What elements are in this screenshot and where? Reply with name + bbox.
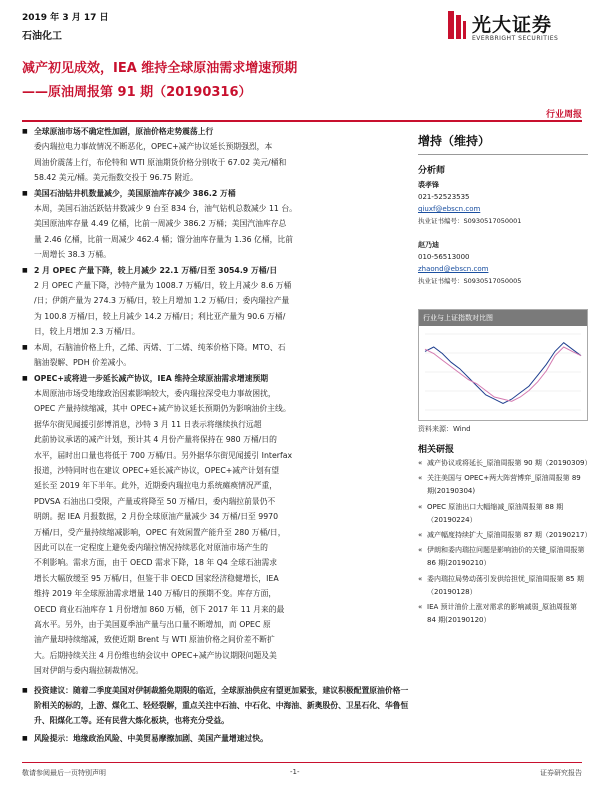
section-line: 延长至 2019 年下半年。此外，近期委内瑞拉电力系统瘫痪情况严重，: [34, 481, 278, 491]
section-line: 报道，沙特同时也在建议 OPEC+延长减产协议，OPEC+减产计划有望: [34, 465, 280, 475]
report-title: 减产初见成效，IEA 维持全球原油需求增速预期: [22, 61, 298, 76]
section-line: 日，较上月增加 2.3 万桶/日。: [34, 327, 140, 337]
section-line: 为 100.8 万桶/日，较上月减少 14.2 万桶/日；利比亚产量为 90.6 万桶/: [34, 311, 286, 321]
section-line: 一周增长 38.3 万桶。: [34, 250, 111, 260]
related-report-item[interactable]: « OPEC 原油出口大幅缩减_原油周报第 88 期（20190224）: [418, 501, 588, 527]
brand-logo: [448, 8, 583, 46]
logo-en: EVERBRIGHT SECURITIES: [472, 35, 559, 42]
analyst-email-link[interactable]: qiuxf@ebscn.com: [418, 205, 481, 213]
logo-cn: 光大证券: [472, 14, 553, 36]
section-line: OECD 商业石油库存 1 月份增加 860 万桶，创下 2017 年 11 月来的最: [34, 604, 285, 614]
section-line: 大。后期持续关注 4 月份维也纳会议中 OPEC+减产协议期限问题及美: [34, 650, 277, 660]
related-report-item[interactable]: « 伊朗和委内瑞拉问题是影响油价的关键_原油周报第 86 期(20190210）: [418, 544, 588, 570]
section-line: 58.42 美元/桶。美元指数交投于 96.75 附近。: [34, 173, 198, 183]
section-heading: ■ 全球原油市场不确定性加剧，原油价格走势震荡上行: [22, 124, 412, 139]
header-divider: [22, 120, 582, 122]
section-line: 本周原油市场受地缘政治因素影响较大，委内瑞拉深受电力事故困扰，: [34, 388, 276, 398]
section-line: /日；伊朗产量为 274.3 万桶/日，较上月增加 1.2 万桶/日；委内瑞拉产量: [34, 296, 290, 306]
chart-source: 资料来源：Wind: [418, 425, 471, 433]
risk-text: 地缘政治风险、中美贸易摩擦加剧、美国产量增速过快。: [72, 733, 268, 743]
sidebar: [418, 124, 592, 627]
chart-series-line-0: [425, 343, 581, 404]
chart-plot: [419, 326, 587, 418]
page-number: -1-: [290, 768, 300, 776]
analyst-cert: 执业证书编号：S0930517050001: [418, 217, 522, 225]
report-subtitle: ——原油周报第 91 期（20190316）: [22, 85, 252, 100]
section-line: 量 2.46 亿桶，比前一周减少 462.4 桶；馏分油库存量为 1.36 亿桶，比前: [34, 234, 294, 244]
related-reports-label: 相关研报: [418, 445, 455, 455]
section-line: 增长大幅放缓至 95 万桶/日，但鉴于非 OECD 国家经济稳健增长，IEA: [34, 573, 279, 583]
advice-label: 投资建议：: [34, 685, 73, 695]
related-report-item[interactable]: « IEA 预计油价上涨对需求的影响减弱_原油周报第 84 期(20190120）: [418, 601, 588, 627]
analyst-card: [418, 239, 588, 287]
section-line: 周油价震荡上行，布伦特和 WTI 原油期货价格分别收于 67.02 美元/桶和: [34, 157, 287, 167]
analyst-name: 赵乃迪: [418, 241, 439, 249]
section-line-bulleted: ■ 本周，石脑油价格上升，乙烯、丙烯、丁二烯、纯苯价格下降。MTO、石: [22, 340, 412, 355]
risk-warning: [22, 731, 412, 746]
analyst-phone: 010-56513000: [418, 253, 470, 261]
section-heading: ■ OPEC+或将进一步延长减产协议，IEA 维持全球原油需求增速预期: [22, 371, 412, 386]
section-line: 此前协议承诺的减产计划，预计其 4 月份产量将保持在 980 万桶/日的: [34, 435, 277, 445]
report-date: 2019 年 3 月 17 日: [22, 13, 109, 23]
section-line: 本周，美国石油活跃钻井数减少 9 台至 834 台，油气钻机总数减少 11 台。: [34, 204, 297, 214]
chart-series-line-1: [425, 347, 581, 401]
section-heading: ■ 2 月 OPEC 产量下降，较上月减少 22.1 万桶/日至 3054.9 万桶/日: [22, 263, 412, 278]
section-line: 据华尔街见闻援引彭博消息，沙特 3 月 11 日表示将继续执行远超: [34, 419, 262, 429]
index-chart: [418, 309, 588, 421]
section-heading: ■ 美国石油钻井机数量减少，美国原油库存减少 386.2 万桶: [22, 186, 412, 201]
footer-divider: [22, 762, 582, 763]
analyst-name: 裘孝锋: [418, 181, 439, 189]
chart-title: 行业与上证指数对比图: [419, 310, 587, 326]
investment-advice: [22, 683, 412, 729]
related-report-item[interactable]: « 关注美国与 OPEC+两大阵营博弈_原油周报第 89 期(20190304): [418, 472, 588, 498]
footer-disclaimer: 敬请参阅最后一页特别声明: [22, 769, 106, 777]
risk-label: 风险提示：: [34, 733, 73, 743]
section-line: 明朗。据 IEA 月报数据，2 月份全球原油产量减少 34 万桶/日至 9970: [34, 512, 279, 522]
brand-mark-icon: [448, 11, 466, 39]
section-line: 2 月 OPEC 产量下降，沙特产量为 1008.7 万桶/日，较上月减少 8.6 万桶: [34, 281, 292, 291]
main-body: [22, 124, 412, 746]
analyst-label: 分析师: [418, 166, 446, 176]
section-line: OPEC 产量持续缩减，其中 OPEC+减产协议延长预期仍为影响油价主线。: [34, 404, 291, 414]
section-line: 不利影响。需求方面，由于 OECD 需求下降，18 年 Q4 全球石油需求: [34, 558, 278, 568]
related-report-item[interactable]: « 委内瑞拉局势动荡引发供给担忧_原油周报第 85 期（20190128）: [418, 573, 588, 599]
section-line: 脑油裂解、PDH 价差减小。: [34, 358, 132, 368]
analyst-phone: 021-52523535: [418, 193, 470, 201]
related-report-item[interactable]: « 减产协议或将延长_原油周报第 90 期（20190309）: [418, 457, 588, 470]
advice-text: 随着二季度美国对伊制裁豁免期限的临近，全球原油供应有望更加紧张，建议积极配置原油价格一阶相关的标的，上游、煤化工、轻烃裂解，重点关注中石油、中石化、中海油、新奥股份、卫星石化、华鲁恒升、阳煤化工等。还有民营大炼化板块，也将充分受益。: [34, 685, 409, 726]
report-type-label: 行业周报: [545, 110, 582, 120]
rating: 增持（维持）: [418, 134, 491, 148]
analyst-email-link[interactable]: zhaond@ebscn.com: [418, 265, 489, 273]
footer-report-type: 证券研究报告: [540, 769, 582, 777]
analyst-cert: 执业证书编号：S0930517050005: [418, 277, 522, 285]
section-line: 油产量却持续缩减，致使近期 Brent 与 WTI 原油价格之间价差不断扩: [34, 635, 275, 645]
analyst-card: [418, 179, 588, 227]
section-line: 委内瑞拉电力事故情况不断恶化，OPEC+减产协议延长预期强烈，本: [34, 142, 273, 152]
section-line: 美国原油库存量 4.49 亿桶，比前一周减少 386.2 万桶；美国汽油库存总: [34, 219, 287, 229]
section-line: 高水平。另外，由于美国夏季油产量与出口量不断增加，而 OPEC 原: [34, 620, 271, 629]
section-line: 因此可以在一定程度上避免委内瑞拉情况持续恶化对原油市场产生的: [34, 542, 268, 552]
section-line: 维持 2019 年全球原油需求增量 140 万桶/日的预期不变。库存方面，: [34, 589, 277, 599]
report-sector: 石油化工: [22, 31, 62, 42]
section-line: 万桶/日，受产量持续缩减影响，OPEC 有效闲置产能升至 280 万桶/日，: [34, 527, 286, 537]
rating-divider: [418, 154, 588, 155]
section-line: PDVSA 石油出口受限，产量或将降至 50 万桶/日，委内瑞拉前景仍不: [34, 496, 276, 506]
section-line: 水平，届时出口量也将低于 700 万桶/日。另外据华尔街见闻援引 Interfax: [34, 450, 293, 460]
related-report-item[interactable]: « 减产幅度持续扩大_原油周报第 87 期（20190217）: [418, 529, 588, 542]
section-line: 国对伊朗与委内瑞拉制裁情况。: [34, 666, 144, 676]
